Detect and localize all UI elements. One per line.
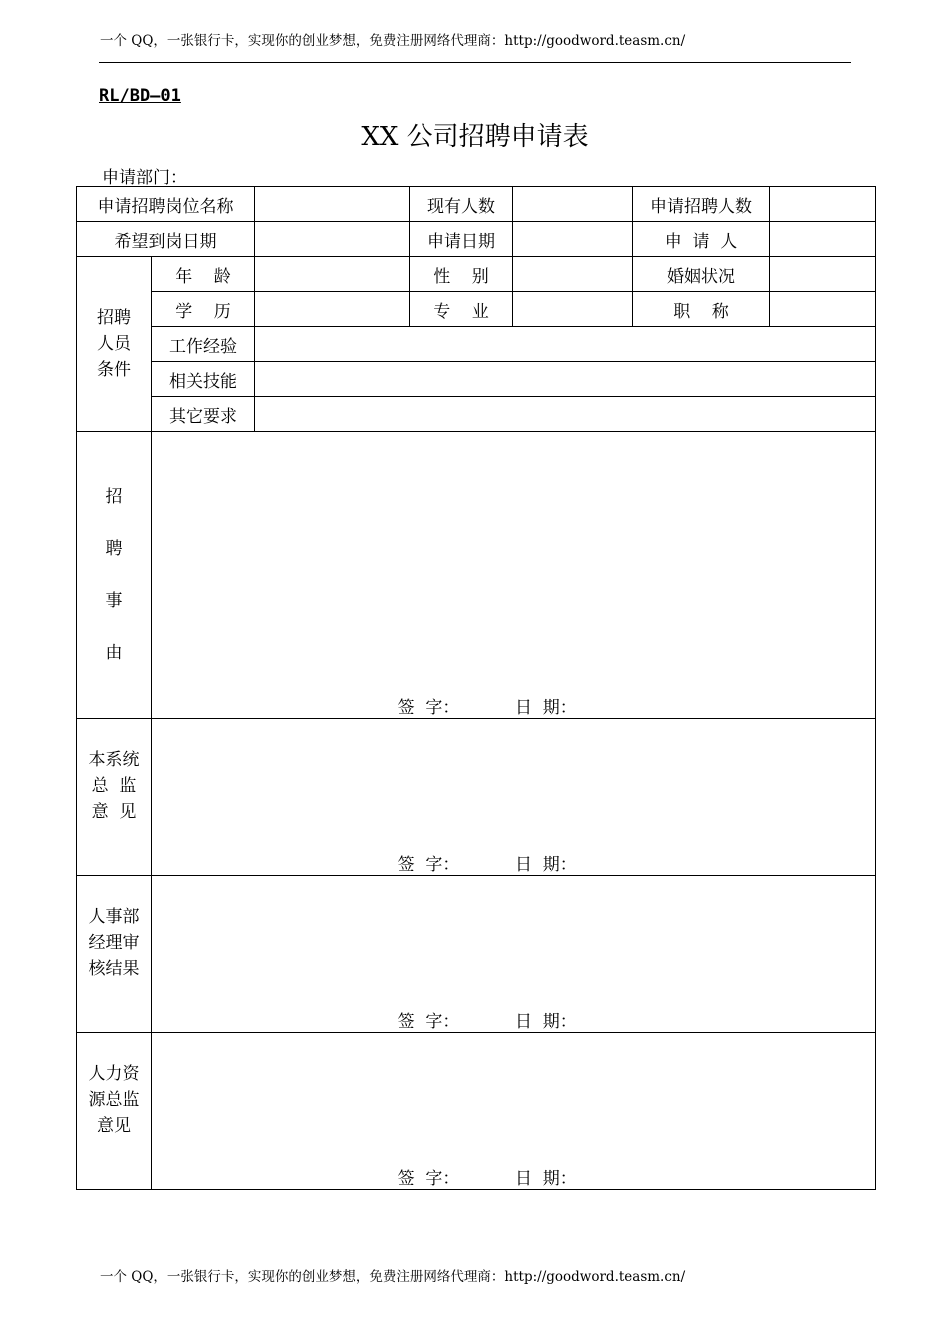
label-line: 本系统 xyxy=(88,750,140,770)
signature-line xyxy=(342,850,577,875)
table-row xyxy=(77,362,876,397)
page-title: XX 公司招聘申请表 xyxy=(361,122,589,152)
signature-line xyxy=(342,1007,577,1032)
expected-date-field[interactable] xyxy=(255,222,410,257)
page-header-text: 一个 QQ，一张银行卡，实现你的创业梦想，免费注册网络代理商：http://goodword.teasm.cn/ xyxy=(100,33,686,49)
skills-field[interactable] xyxy=(255,362,876,397)
conditions-group-label xyxy=(77,257,152,432)
applicant-field[interactable] xyxy=(770,222,876,257)
director-opinion-field[interactable] xyxy=(152,719,876,876)
expected-date-label: 希望到岗日期 xyxy=(77,222,255,257)
reason-label-char: 事 xyxy=(105,591,123,611)
table-row xyxy=(77,397,876,432)
label-line: 源总监 xyxy=(88,1090,140,1110)
signature-line xyxy=(342,1164,577,1189)
date-label: 日 期： xyxy=(515,1012,577,1032)
current-count-field[interactable] xyxy=(513,187,633,222)
other-requirements-label: 其它要求 xyxy=(152,397,255,432)
table-row xyxy=(77,257,876,292)
table-row xyxy=(77,292,876,327)
position-name-label: 申请招聘岗位名称 xyxy=(77,187,255,222)
reason-label-char: 聘 xyxy=(105,539,123,559)
header-divider xyxy=(99,62,851,63)
requested-count-field[interactable] xyxy=(770,187,876,222)
reason-label-char: 由 xyxy=(105,643,123,663)
major-label: 专 业 xyxy=(410,292,513,327)
gender-field[interactable] xyxy=(513,257,633,292)
sign-label: 签 字： xyxy=(397,855,460,875)
sign-label: 签 字： xyxy=(397,698,460,718)
table-row xyxy=(77,1033,876,1190)
hr-manager-result-label xyxy=(77,876,152,1033)
table-row xyxy=(77,222,876,257)
table-row xyxy=(77,187,876,222)
hr-director-opinion-label xyxy=(77,1033,152,1190)
label-line: 总 监 xyxy=(91,776,137,796)
label-line: 经理审 xyxy=(88,933,140,953)
reason-label-char: 招 xyxy=(105,487,123,507)
position-name-field[interactable] xyxy=(255,187,410,222)
director-opinion-label xyxy=(77,719,152,876)
reason-field[interactable] xyxy=(152,432,876,719)
department-label: 申请部门： xyxy=(102,168,187,188)
document-code: RL/BD—01 xyxy=(99,86,181,106)
table-row xyxy=(77,876,876,1033)
recruitment-application-table xyxy=(76,186,876,1190)
conditions-label-line: 条件 xyxy=(97,360,131,380)
reason-label xyxy=(77,432,152,719)
other-requirements-field[interactable] xyxy=(255,397,876,432)
requested-count-label: 申请招聘人数 xyxy=(633,187,770,222)
professional-title-label: 职 称 xyxy=(633,292,770,327)
conditions-label-line: 人员 xyxy=(97,334,131,354)
skills-label: 相关技能 xyxy=(152,362,255,397)
marital-field[interactable] xyxy=(770,257,876,292)
current-count-label: 现有人数 xyxy=(410,187,513,222)
education-label: 学 历 xyxy=(152,292,255,327)
sign-label: 签 字： xyxy=(397,1169,460,1189)
label-line: 核结果 xyxy=(88,959,140,979)
date-label: 日 期： xyxy=(515,855,577,875)
applicant-label: 申 请 人 xyxy=(633,222,770,257)
date-label: 日 期： xyxy=(515,698,577,718)
table-row xyxy=(77,719,876,876)
professional-title-field[interactable] xyxy=(770,292,876,327)
major-field[interactable] xyxy=(513,292,633,327)
label-line: 人力资 xyxy=(88,1064,140,1084)
experience-field[interactable] xyxy=(255,327,876,362)
age-field[interactable] xyxy=(255,257,410,292)
page-footer-text: 一个 QQ，一张银行卡，实现你的创业梦想，免费注册网络代理商：http://goodword.teasm.cn/ xyxy=(100,1269,686,1285)
table-row xyxy=(77,432,876,719)
label-line: 人事部 xyxy=(88,907,140,927)
sign-label: 签 字： xyxy=(397,1012,460,1032)
gender-label: 性 别 xyxy=(410,257,513,292)
apply-date-label: 申请日期 xyxy=(410,222,513,257)
experience-label: 工作经验 xyxy=(152,327,255,362)
table-row xyxy=(77,327,876,362)
hr-manager-result-field[interactable] xyxy=(152,876,876,1033)
hr-director-opinion-field[interactable] xyxy=(152,1033,876,1190)
date-label: 日 期： xyxy=(515,1169,577,1189)
conditions-label-line: 招聘 xyxy=(97,308,131,328)
label-line: 意 见 xyxy=(91,802,137,822)
marital-label: 婚姻状况 xyxy=(633,257,770,292)
education-field[interactable] xyxy=(255,292,410,327)
age-label: 年 龄 xyxy=(152,257,255,292)
apply-date-field[interactable] xyxy=(513,222,633,257)
label-line: 意见 xyxy=(97,1116,131,1136)
signature-line xyxy=(342,693,577,718)
